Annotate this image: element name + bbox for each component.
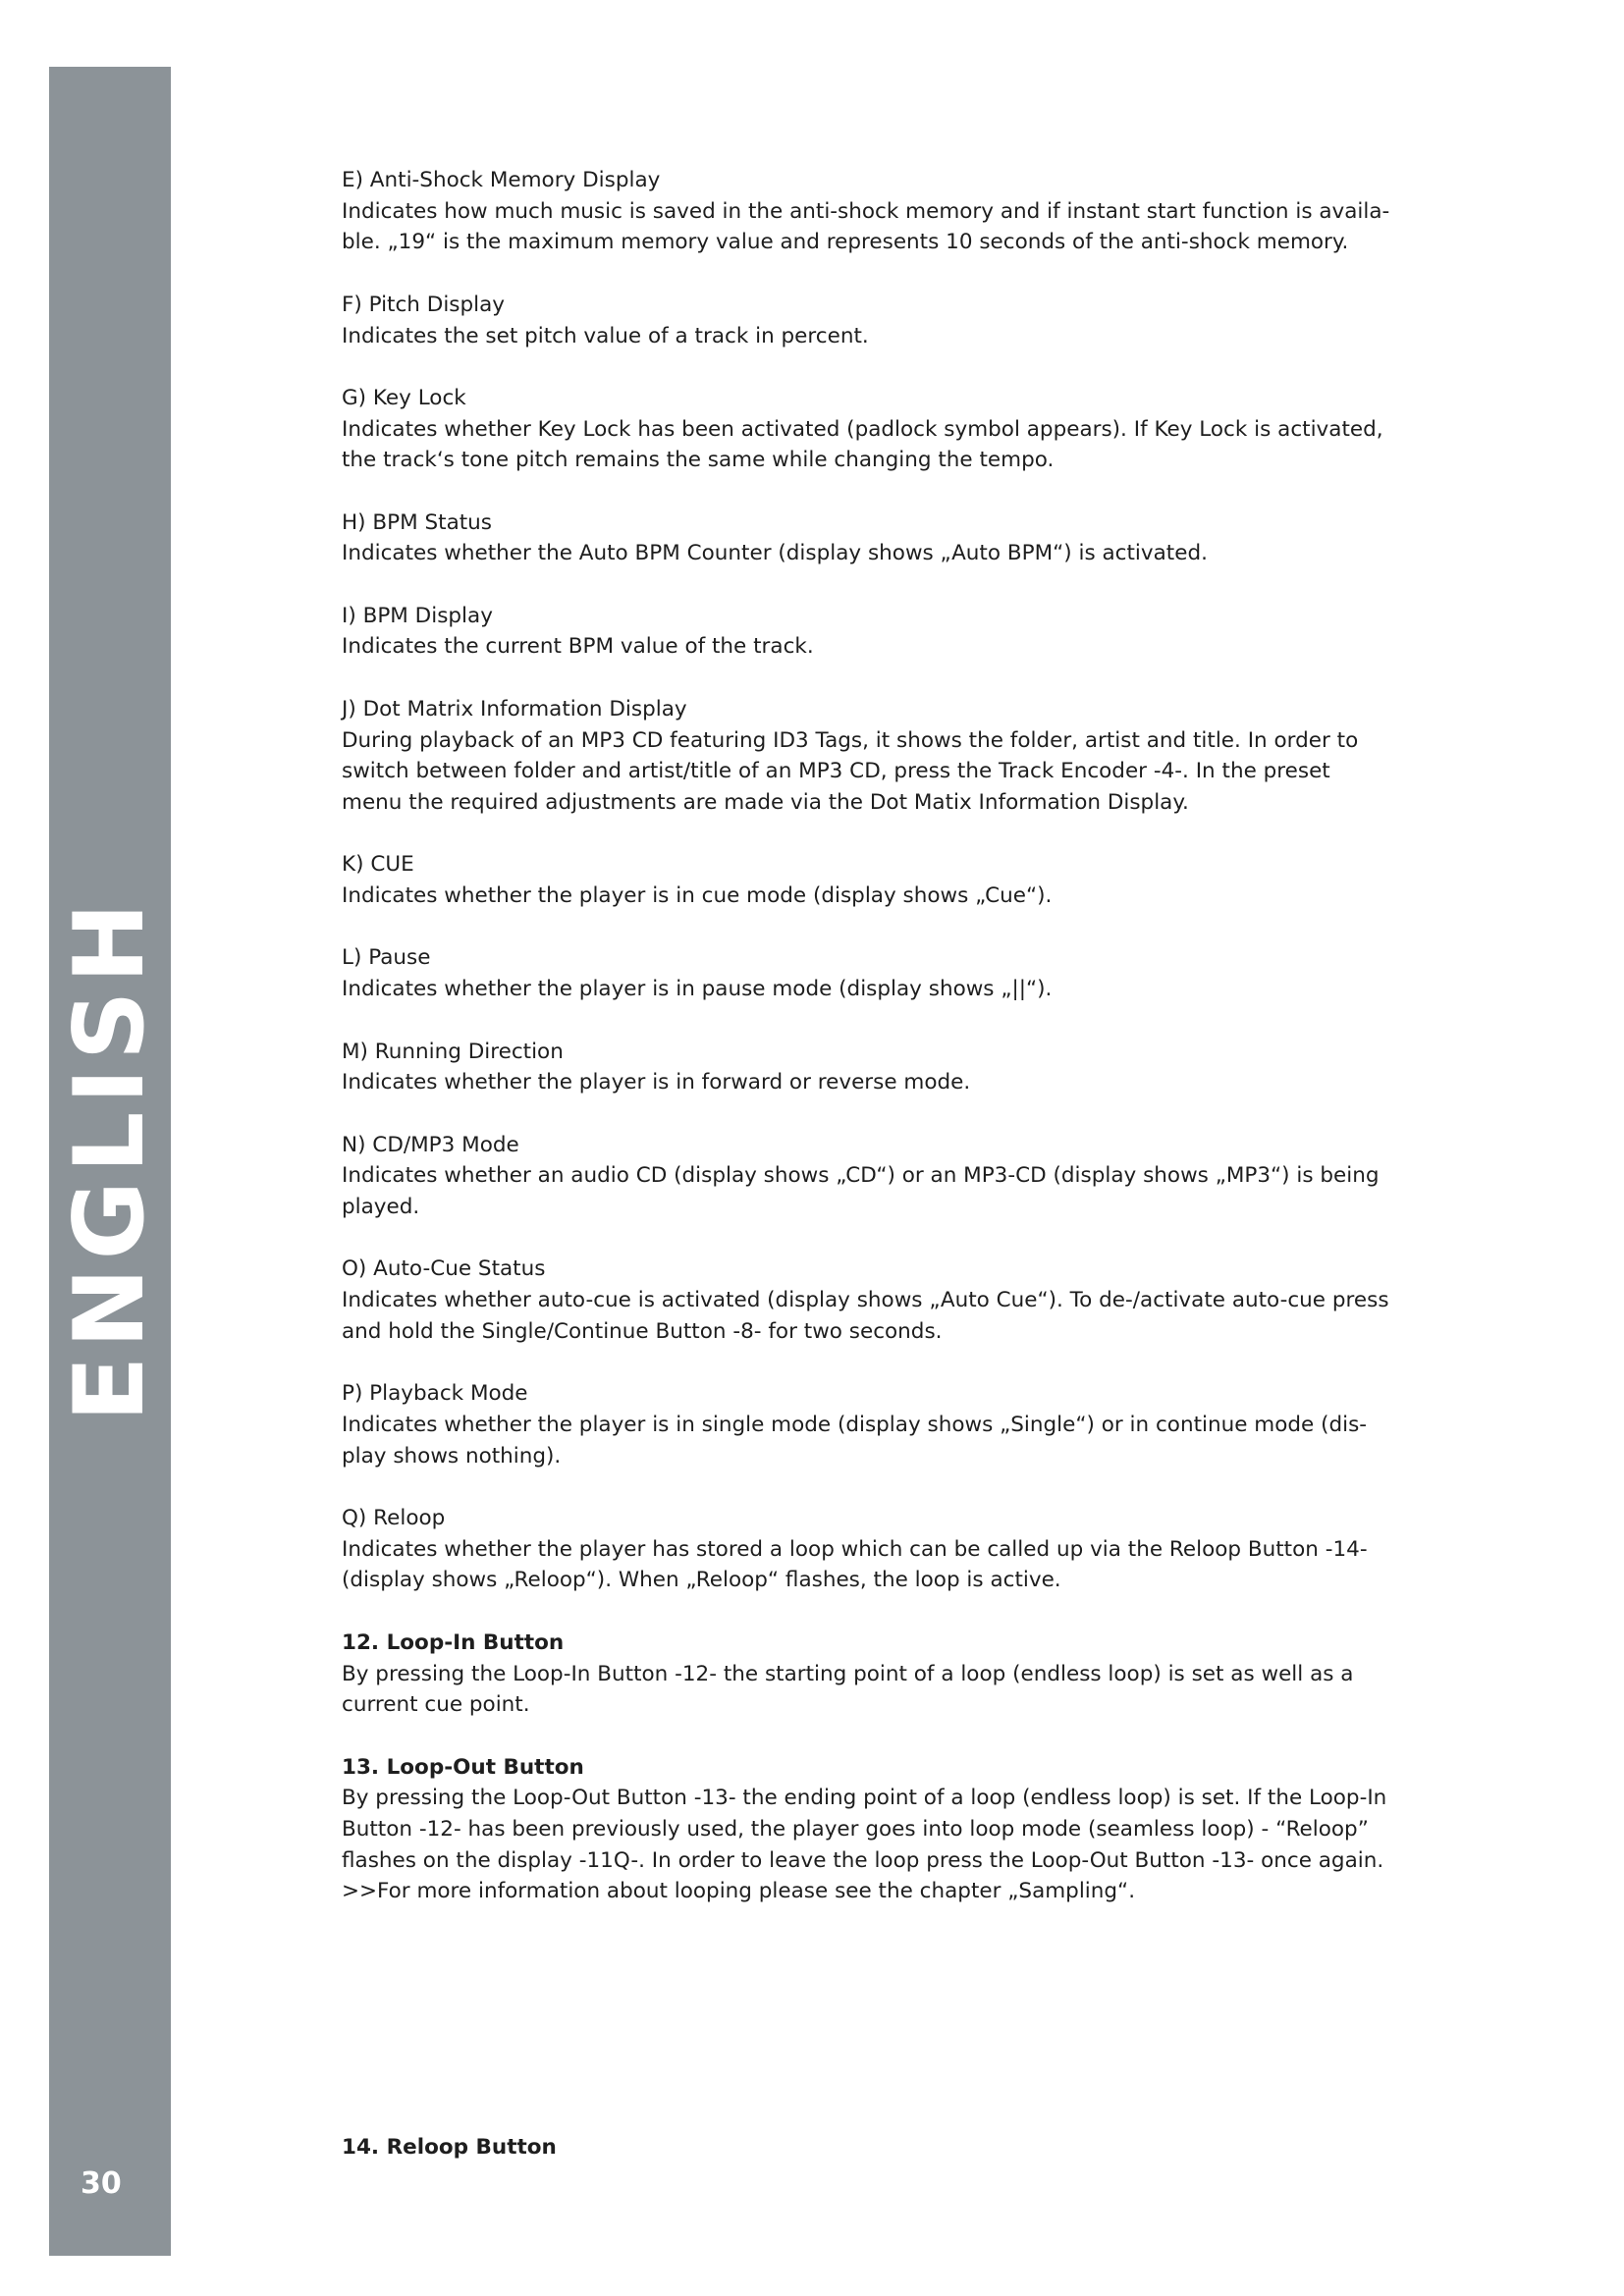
section-f-pitch bbox=[342, 290, 1430, 351]
section-line: played. bbox=[342, 1195, 420, 1220]
section-heading: H) BPM Status bbox=[342, 509, 492, 535]
section-line: Indicates whether an audio CD (display shows „CD“) or an MP3-CD (display shows „MP3“) is being bbox=[342, 1163, 1380, 1189]
section-line: and hold the Single/Continue Button -8- for two seconds. bbox=[342, 1318, 943, 1344]
section-line: Indicates the set pitch value of a track in percent. bbox=[342, 323, 869, 348]
section-line: >>For more information about looping please see the chapter „Sampling“. bbox=[342, 1879, 1136, 1904]
section-line: current cue point. bbox=[342, 1692, 530, 1718]
section-heading: I) BPM Display bbox=[342, 603, 493, 628]
section-line: Indicates whether auto-cue is activated (display shows „Auto Cue“). To de-/activate auto-cue press bbox=[342, 1288, 1389, 1313]
section-line: Indicates whether the player has stored a loop which can be called up via the Reloop Button -14- bbox=[342, 1536, 1368, 1562]
section-line: (display shows „Reloop“). When „Reloop“ flashes, the loop is active. bbox=[342, 1568, 1061, 1593]
section-j-dot-matrix bbox=[342, 694, 1430, 819]
section-g-key-lock bbox=[342, 383, 1430, 476]
section-line: Indicates whether the player is in cue mode (display shows „Cue“). bbox=[342, 883, 1053, 909]
section-line: Indicates whether the player is in single mode (display shows „Single“) or in continue mode (dis- bbox=[342, 1412, 1368, 1437]
section-h-bpm-status bbox=[342, 507, 1430, 569]
section-k-cue bbox=[342, 849, 1430, 911]
section-line: switch between folder and artist/title of an MP3 CD, press the Track Encoder -4-. In the preset bbox=[342, 759, 1330, 784]
section-heading: L) Pause bbox=[342, 945, 431, 971]
section-heading: J) Dot Matrix Information Display bbox=[342, 696, 687, 721]
section-e-anti-shock bbox=[342, 165, 1430, 258]
section-line: Indicates the current BPM value of the track. bbox=[342, 634, 814, 660]
section-q-reloop bbox=[342, 1503, 1430, 1596]
section-heading: P) Playback Mode bbox=[342, 1381, 528, 1407]
section-line: During playback of an MP3 CD featuring ID3 Tags, it shows the folder, artist and title. In order to bbox=[342, 727, 1359, 753]
content bbox=[342, 165, 1430, 1939]
section-heading: 13. Loop-Out Button bbox=[342, 1754, 584, 1780]
section-line: Indicates how much music is saved in the anti-shock memory and if instant start function is availa- bbox=[342, 198, 1390, 224]
section-heading: O) Auto-Cue Status bbox=[342, 1256, 546, 1282]
section-p-playback-mode bbox=[342, 1378, 1430, 1471]
section-13-loop-out-button bbox=[342, 1752, 1430, 1908]
section-line: Indicates whether the Auto BPM Counter (display shows „Auto BPM“) is activated. bbox=[342, 541, 1208, 566]
section-l-pause bbox=[342, 942, 1430, 1004]
page-number: 30 bbox=[81, 2166, 122, 2201]
section-line: the track‘s tone pitch remains the same while changing the tempo. bbox=[342, 448, 1055, 473]
section-heading: N) CD/MP3 Mode bbox=[342, 1132, 519, 1157]
section-heading: E) Anti-Shock Memory Display bbox=[342, 168, 661, 192]
section-line: flashes on the display -11Q-. In order to leave the loop press the Loop-Out Button -13- once again. bbox=[342, 1847, 1384, 1873]
section-m-running-direction bbox=[342, 1037, 1430, 1098]
section-heading: Q) Reloop bbox=[342, 1506, 446, 1531]
section-line: Indicates whether the player is in forward or reverse mode. bbox=[342, 1070, 971, 1095]
section-line: play shows nothing). bbox=[342, 1443, 562, 1468]
section-line: Button -12- has been previously used, the player goes into loop mode (seamless loop) - “Reloop” bbox=[342, 1817, 1369, 1842]
section-heading: M) Running Direction bbox=[342, 1039, 564, 1064]
section-line: By pressing the Loop-In Button -12- the starting point of a loop (endless loop) is set as well as a bbox=[342, 1661, 1354, 1686]
section-heading: F) Pitch Display bbox=[342, 292, 506, 317]
section-line: Indicates whether the player is in pause mode (display shows „||“). bbox=[342, 977, 1053, 1002]
section-line: menu the required adjustments are made via the Dot Matix Information Display. bbox=[342, 789, 1189, 815]
section-i-bpm-display bbox=[342, 601, 1430, 663]
section-12-loop-in-button bbox=[342, 1628, 1430, 1721]
section-heading: G) Key Lock bbox=[342, 385, 466, 410]
section-heading: 12. Loop-In Button bbox=[342, 1629, 565, 1655]
section-line: ble. „19“ is the maximum memory value and represents 10 seconds of the anti-shock memory. bbox=[342, 230, 1349, 255]
section-heading: K) CUE bbox=[342, 852, 414, 878]
section-line: By pressing the Loop-Out Button -13- the ending point of a loop (endless loop) is set. If the Loop-In bbox=[342, 1786, 1387, 1811]
section-o-auto-cue bbox=[342, 1254, 1430, 1347]
section-14-reloop-button-heading: 14. Reloop Button bbox=[342, 2135, 557, 2160]
language-label: ENGLISH bbox=[54, 894, 166, 1422]
section-line: Indicates whether Key Lock has been activated (padlock symbol appears). If Key Lock is activated, bbox=[342, 416, 1383, 442]
section-n-cd-mp3-mode bbox=[342, 1130, 1430, 1223]
